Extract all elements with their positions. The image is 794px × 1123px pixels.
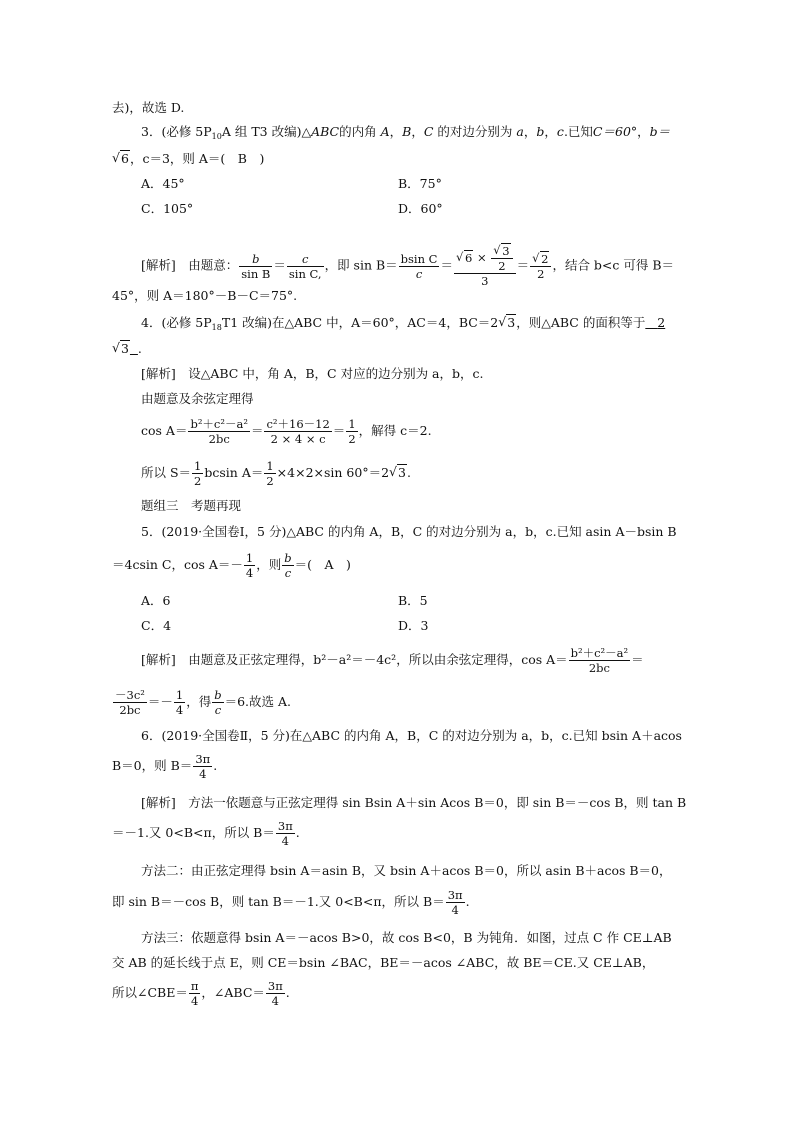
question-4-line-2: √ 3 . <box>112 341 142 357</box>
section-heading: 题组三 考题再现 <box>141 498 242 513</box>
question-5-line-2: ＝4csin C，cos A＝－ $\frac{1}{4}$ ，则 $\frac{b}{c}$ ＝( A ) <box>112 551 351 580</box>
option-b: B．75° <box>398 176 442 191</box>
q6-solution-line-5: 方法三：依题意得 bsin A＝－acos B>0，故 cos B<0，B 为钝角．如图，过点 C 作 CE⊥AB <box>141 930 672 945</box>
option-a: A．45° <box>141 176 185 191</box>
q3-solution-line-1: [解析] 由题意： $\frac{b}{\text{sin B}}$ ＝ $\frac{c}{\text{sin C,}}$ ，即 sin B＝ $\frac{\text{bsin C}}{c}$ ＝ √ 6 × √ $\frac{3}{2}$ 3 ＝ √ $\frac{2}{2}$ ，结合 b<c 可得 B＝ <box>141 244 674 288</box>
question-4-line-1: 4．(必修 $5P_{18}T1$ 改编)在△ABC 中，A＝60°，AC＝4，BC＝2√ 3，则△ABC 的面积等于 2 <box>141 315 665 336</box>
q6-solution-line-1: [解析] 方法一依题意与正弦定理得 sin Bsin A＋sin Acos B＝0，即 sin B＝－cos B，则 tan B <box>141 795 687 810</box>
question-6-line-1: 6．(2019·全国卷Ⅱ，5 分)在△ABC 的内角 A，B，C 的对边分别为 a，b，c.已知 bsin A＋acos <box>141 728 682 743</box>
q6-solution-line-2: ＝－1.又 0<B<π，所以 B＝ $\frac{3\pi}{4}$ . <box>112 819 300 848</box>
q6-solution-line-6: 交 AB 的延长线于点 E，则 CE＝bsin ∠BAC，BE＝－acos ∠ABC，故 BE＝CE.又 CE⊥AB， <box>112 955 655 970</box>
option-c: C．4 <box>141 618 172 633</box>
option-d: D．3 <box>398 618 429 633</box>
q5-solution-line-1: [解析] 由题意及正弦定理得，b²－a²＝－4c²，所以由余弦定理得，cos A＝ $\frac{\text{b²＋c²－a²}}{2bc}$ ＝ <box>141 646 644 675</box>
question-3-line-2: √ 6，c＝3，则 A＝( B ) <box>112 151 264 167</box>
q4-solution-line-3: cos A＝ $\frac{\text{b²＋c²－a²}}{2bc}$ ＝ $\frac{\text{c²＋16－12}}{2 \times 4 \times c}$ ＝ $\frac{1}{2}$ ，解得 c＝2. <box>141 417 432 446</box>
question-6-line-2: B＝0，则 B＝ $\frac{3\pi}{4}$ . <box>112 752 218 781</box>
option-b: B．5 <box>398 593 428 608</box>
q6-solution-line-7: 所以∠CBE＝ $\frac{\pi}{4}$ ，∠ABC＝ $\frac{3\pi}{4}$ . <box>112 979 290 1008</box>
q4-solution-line-1: [解析] 设△ABC 中，角 A，B，C 对应的边分别为 a，b，c. <box>141 366 484 381</box>
option-a: A．6 <box>141 593 171 608</box>
option-c: C．105° <box>141 201 194 216</box>
text-line: 去)，故选 D. <box>112 100 185 115</box>
option-d: D．60° <box>398 201 443 216</box>
q5-solution-line-2: $\frac{\text{－3c²}}{2bc}$ ＝－ $\frac{1}{4}$ ，得 $\frac{b}{c}$ ＝6.故选 A. <box>115 688 292 717</box>
question-3-line-1: 3．(必修 $5P_{10}A$ 组 T3 改编)△ABC的内角 A，B，C 的对边分别为 a，b，c.已知C＝60°，b＝ <box>141 124 671 141</box>
q3-solution-line-2: 45°，则 A＝180°－B－C＝75°. <box>112 288 298 303</box>
question-5-line-1: 5．(2019·全国卷Ⅰ，5 分)△ABC 的内角 A，B，C 的对边分别为 a，b，c.已知 asin A－bsin B <box>141 524 677 539</box>
q6-solution-line-3: 方法二：由正弦定理得 bsin A＝asin B，又 bsin A＋acos B＝0，所以 asin B＋acos B＝0， <box>141 863 672 878</box>
q4-solution-line-2: 由题意及余弦定理得 <box>141 391 254 406</box>
q4-solution-line-4: 所以 S＝ $\frac{1}{2}$ bcsin A＝ $\frac{1}{2}$ ×4×2×sin 60°＝2√ 3. <box>141 456 411 490</box>
q6-solution-line-4: 即 sin B＝－cos B，则 tan B＝－1.又 0<B<π，所以 B＝ $\frac{3\pi}{4}$ . <box>112 888 470 917</box>
